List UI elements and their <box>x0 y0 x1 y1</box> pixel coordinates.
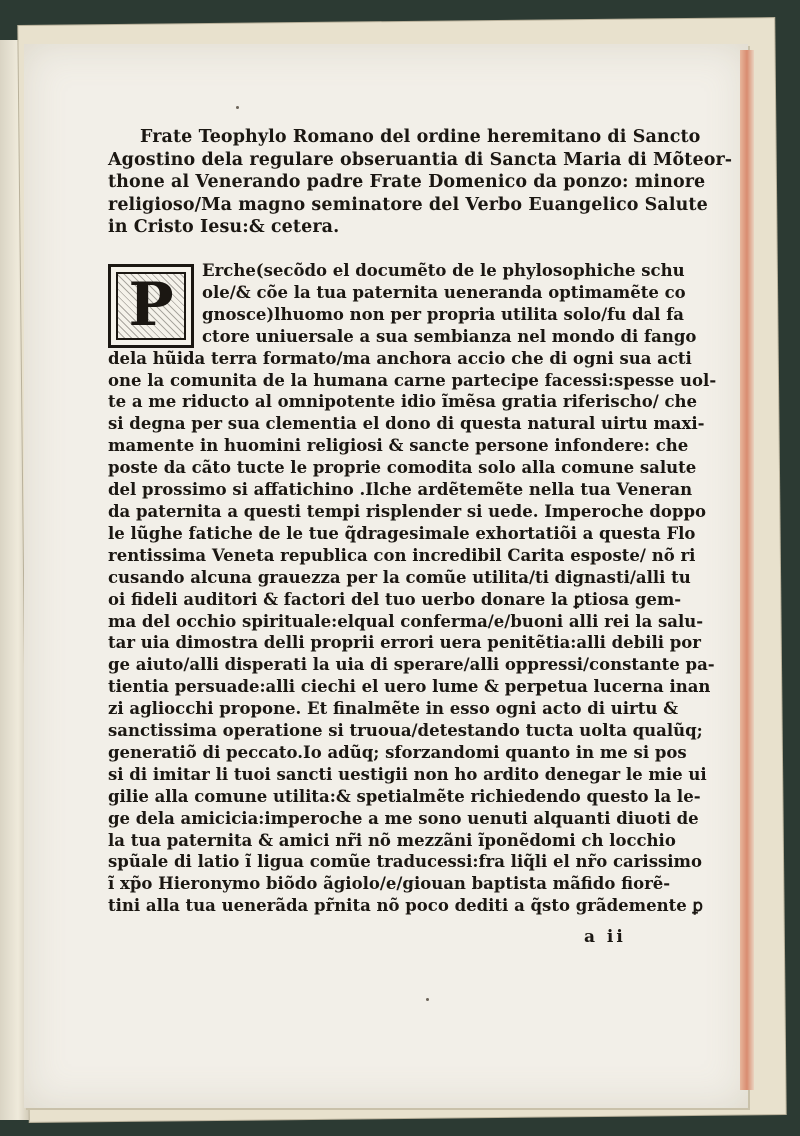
dedication-heading <box>108 126 733 239</box>
initial-letter: P <box>128 270 174 340</box>
body-line: tini alla tua uenerãda pr̃nita nõ poco dediti a q̃sto grãdemente ꝑ <box>108 896 703 916</box>
signature-mark: a ii <box>584 927 626 947</box>
body-line: zi agliocchi propone. Et finalmẽte in esso ogni acto di uirtu & <box>108 699 678 719</box>
body-line: la tua paternita & amici nr̃i nõ mezzãni ĩponẽdomi ch locchio <box>108 830 676 850</box>
body-line: ge dela amicicia:imperoche a me sono uenuti alquanti diuoti de <box>108 808 699 828</box>
heading-line: thone al Venerando padre Frate Domenico da ponzo: minore <box>108 172 706 192</box>
paper-speck <box>426 998 429 1001</box>
body-line: spũale di latio ĩ ligua comũe traducessi:fra liq̃li el nr̃o carissimo <box>108 852 702 872</box>
body-line: ole/& cõe la tua paternita ueneranda optimamẽte co <box>202 282 686 302</box>
body-line: ge aiuto/alli disperati la uia di sperare/alli oppressi/constante pa- <box>108 655 715 675</box>
body-line: cusando alcuna grauezza per la comũe utilita/ti dignasti/alli tu <box>108 567 691 587</box>
body-line: generatiõ di peccato.Io adũq; sforzandomi quanto in me si pos <box>108 742 687 762</box>
body-line: si di imitar li tuoi sancti uestigii non ho ardito denegar le mie ui <box>108 764 707 784</box>
body-line: gilie alla comune utilita:& spetialmẽte richiedendo questo la le- <box>108 786 701 806</box>
heading-line: Agostino dela regulare obseruantia di Sancta Maria di Mõteor- <box>108 149 733 170</box>
body-line: rentissima Veneta republica con incredibil Carita esposte/ nõ ri <box>108 545 696 565</box>
heading-line: religioso/Ma magno seminatore del Verbo Euangelico Salute <box>108 194 708 215</box>
body-line: dela hũida terra formato/ma anchora accio che di ogni sua acti <box>108 348 692 368</box>
body-line: si degna per sua clementia el dono di questa natural uirtu maxi- <box>108 414 705 434</box>
heading-line: Frate Teophylo Romano del ordine heremitano di Sancto <box>140 127 701 147</box>
page-right-edge <box>740 50 754 1090</box>
body-line: Erche(secõdo el documẽto de le phylosophiche schu <box>202 261 685 280</box>
body-line: mamente in huomini religiosi & sancte persone infondere: che <box>108 436 689 456</box>
body-line: tar uia dimostra delli proprii errori uera penitẽtia:alli debili por <box>108 633 701 653</box>
body-line: oi fideli auditori & factori del tuo uerbo donare la ꝑtiosa gem- <box>108 589 682 609</box>
body-line: te a me riducto al omnipotente idio ĩmẽsa gratia riferischo/ che <box>108 392 698 412</box>
body-line: poste da cãto tucte le proprie comodita solo alla comune salute <box>108 458 697 478</box>
body-line: gnosce)lhuomo non per propria utilita solo/fu dal fa <box>202 304 684 324</box>
body-text <box>108 260 717 917</box>
paper-speck <box>236 106 239 109</box>
body-line: le lũghe fatiche de le tue q̃dragesimale exhortatiõi a questa Flo <box>108 523 696 543</box>
body-line: ctore uniuersale a sua sembianza nel mondo di fango <box>202 326 697 346</box>
body-line: tientia persuade:alli ciechi el uero lume & perpetua lucerna inan <box>108 677 711 697</box>
body-line: ĩ xp̃o Hieronymo biõdo ãgiolo/e/giouan baptista mãfido fiorẽ- <box>108 874 671 894</box>
body-line: del prossimo si affatichino .Ilche ardẽtemẽte nella tua Veneran <box>108 480 693 500</box>
body-line: one la comunita de la humana carne partecipe facessi:spesse uol- <box>108 370 717 390</box>
body-line: sanctissima operatione si truoua/detestando tucta uolta qualũq; <box>108 721 703 741</box>
heading-line: in Cristo Iesu:& cetera. <box>108 217 340 237</box>
body-line: da paternita a questi tempi risplender si uede. Imperoche doppo <box>108 501 707 521</box>
body-line: ma del occhio spirituale:elqual conferma/e/buoni alli rei la salu- <box>108 611 704 631</box>
